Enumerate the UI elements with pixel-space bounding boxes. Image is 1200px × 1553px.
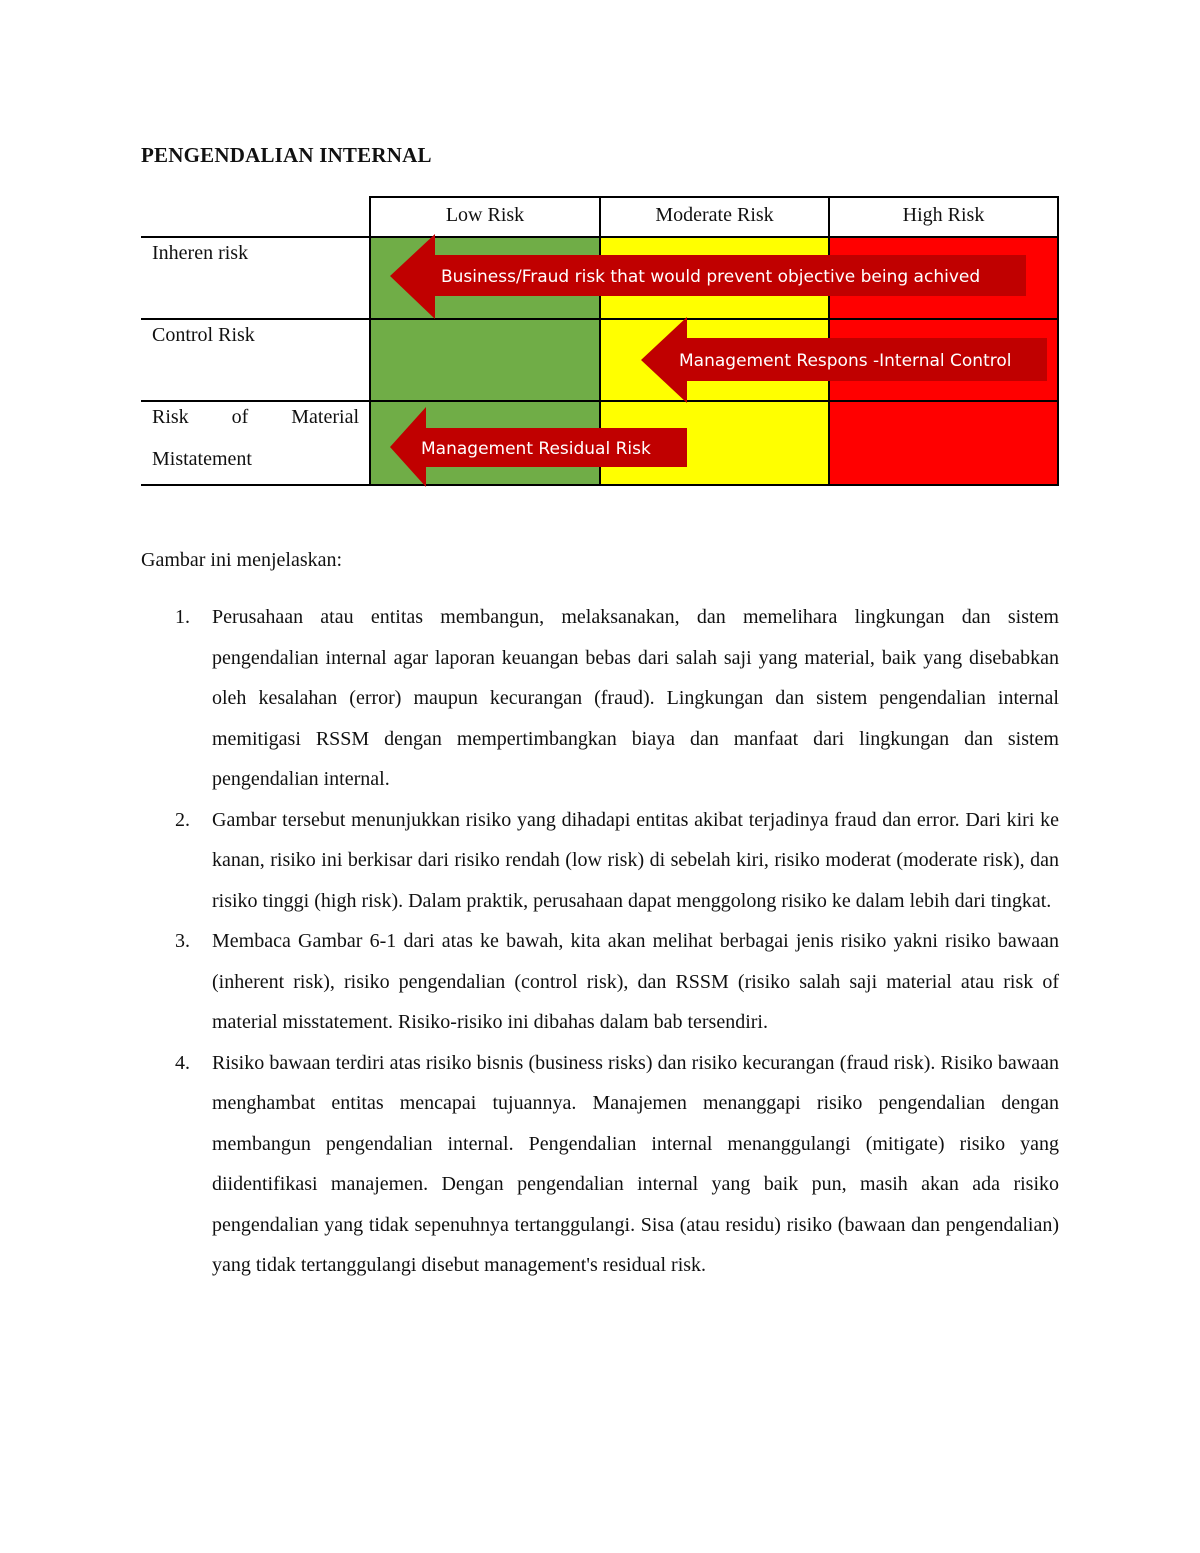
list-number: 4.	[175, 1051, 190, 1074]
list-text: Risiko bawaan terdiri atas risiko bisnis (business risks) dan risiko kecurangan (fraud risk). Risiko bawaan menghambat entitas mencapai tujuannya. Manajemen menanggapi risiko pengendalian dengan membangun pengendalian internal. Pengendalian internal menanggulangi (mitigate) risiko yang diidentifikasi manajemen. Dengan pengendalian internal yang baik pun, masih akan ada risiko pengendalian yang tidak sepenuhnya tertanggulangi. Sisa (atau residu) risiko (bawaan dan pengendalian) yang tidak tertanggulangi disebut management's residual risk.	[212, 1051, 1059, 1276]
row-label-rmm-line2: Mistatement	[152, 448, 252, 470]
list-text: Membaca Gambar 6-1 dari atas ke bawah, kita akan melihat berbagai jenis risiko yakni risiko bawaan (inherent risk), risiko pengendalian (control risk), dan RSSM (risiko salah saji material atau risk of material misstatement. Risiko-risiko ini dibahas dalam bab tersendiri.	[212, 930, 1059, 1033]
list-number: 3.	[175, 930, 190, 952]
list-item	[141, 800, 1059, 922]
risk-matrix	[141, 196, 1059, 487]
list-item	[141, 597, 1059, 800]
list-text: Gambar tersebut menunjukkan risiko yang dihadapi entitas akibat terjadinya fraud dan error. Dari kiri ke kanan, risiko ini berkisar dari risiko rendah (low risk) di sebelah kiri, risiko moderat (moderate risk), dan risiko tinggi (high risk). Dalam praktik, perusahaan dapat menggolong risiko ke dalam lebih dari tingkat.	[212, 808, 1059, 912]
intro-text: Gambar ini menjelaskan:	[141, 549, 343, 571]
column-header-low: Low Risk	[445, 204, 525, 226]
row-label-inheren: Inheren risk	[152, 242, 249, 264]
cell-rmm-high	[829, 402, 1058, 484]
list-number: 1.	[175, 606, 190, 628]
page-title: PENGENDALIAN INTERNAL	[141, 143, 432, 167]
arrow-label-business-fraud: Business/Fraud risk that would prevent objective being achived	[441, 267, 981, 287]
list-item	[141, 921, 1059, 1043]
column-header-moderate: Moderate Risk	[655, 204, 774, 226]
list-item	[141, 1043, 1059, 1286]
list-number: 2.	[175, 808, 190, 831]
cell-control-low	[371, 320, 600, 400]
list-text: Perusahaan atau entitas membangun, melaksanakan, dan memelihara lingkungan dan sistem pengendalian internal agar laporan keuangan bebas dari salah saji yang material, baik yang disebabkan oleh kesalahan (error) maupun kecurangan (fraud). Lingkungan dan sistem pengendalian internal memitigasi RSSM dengan mempertimbangkan biaya dan manfaat dari lingkungan dan sistem pengendalian internal.	[212, 606, 1059, 790]
column-header-high: High Risk	[902, 204, 985, 226]
grid-line	[369, 196, 371, 486]
row-label-rmm-line1: Risk of Material	[152, 406, 360, 428]
row-label-control: Control Risk	[152, 324, 255, 346]
grid-line	[1057, 196, 1059, 486]
arrow-label-management-respons: Management Respons -Internal Control	[679, 351, 1012, 371]
arrow-label-residual-risk: Management Residual Risk	[421, 439, 651, 459]
explanation-list	[141, 597, 1059, 1286]
